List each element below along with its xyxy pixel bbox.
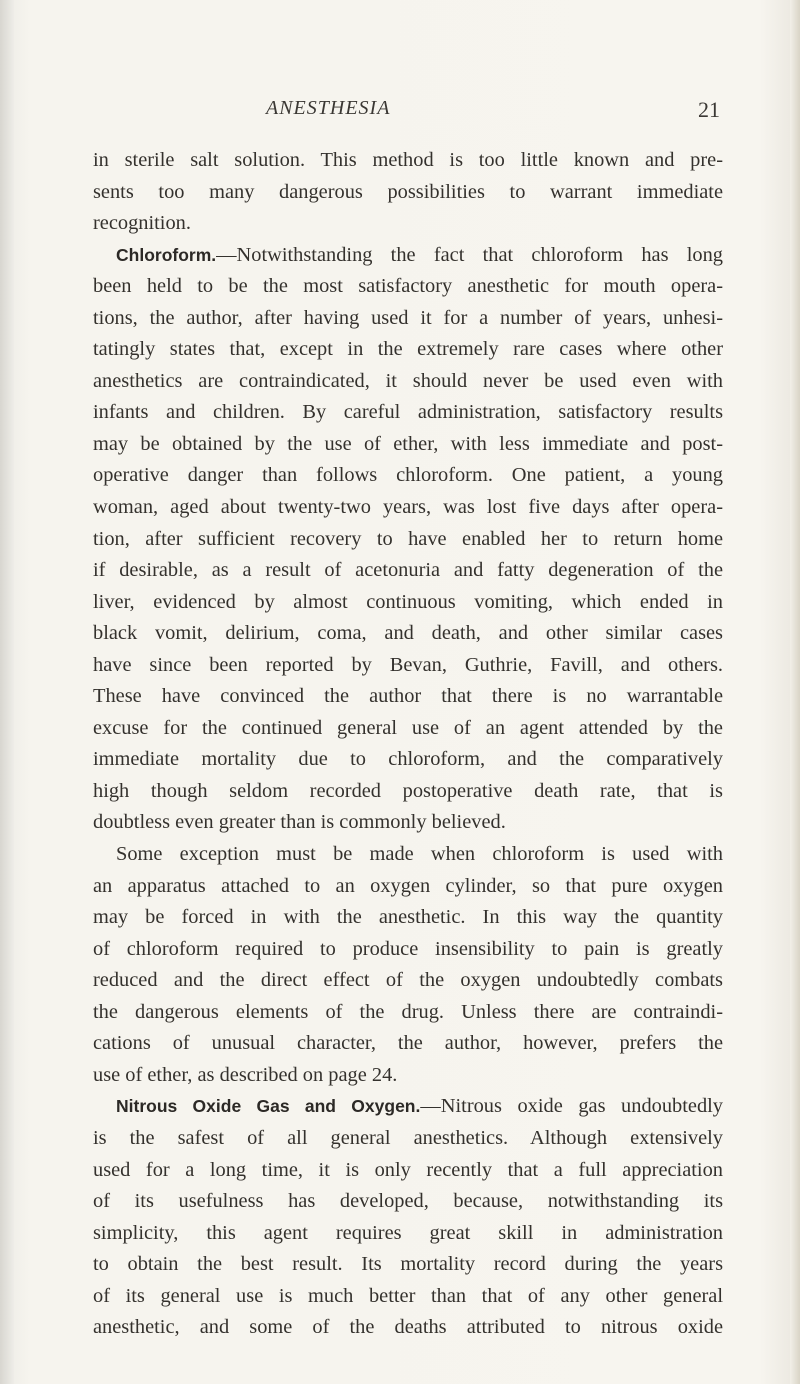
text-line: of its usefulness has developed, because, notwithstanding its (93, 1190, 723, 1213)
text-line: to obtain the best result. Its mortality record during the years (93, 1253, 723, 1276)
text-line: in sterile salt solution. This method is too little known and pre- (93, 149, 723, 171)
text-line: black vomit, delirium, coma, and death, and other similar cases (93, 622, 723, 645)
text-line: woman, aged about twenty-two years, was lost five days after opera- (93, 496, 723, 519)
text-line: immediate mortality due to chloroform, and the comparatively (93, 748, 723, 771)
text-line: an apparatus attached to an oxygen cylinder, so that pure oxygen (93, 874, 723, 897)
text-line: liver, evidenced by almost continuous vomiting, which ended in (93, 590, 723, 613)
section-heading: Chloroform. (116, 244, 217, 265)
text-line: cations of unusual character, the author, however, prefers the (93, 1032, 723, 1055)
text-line: used for a long time, it is only recently that a full appreciation (93, 1158, 723, 1181)
text-line: anesthetics are contraindicated, it should never be used even with (93, 369, 723, 392)
text-line: These have convinced the author that there is no warrantable (93, 685, 723, 708)
section-heading: Nitrous Oxide Gas and Oxygen. (116, 1096, 421, 1117)
section-heading-line: Chloroform.—Notwithstanding the fact that chloroform has long (116, 243, 723, 266)
text-line: recognition. (93, 212, 191, 235)
text-line: have since been reported by Bevan, Guthrie, Favill, and others. (93, 653, 723, 676)
text-line: simplicity, this agent requires great skill in administration (93, 1221, 723, 1244)
text-line: tatingly states that, except in the extremely rare cases where other (93, 338, 723, 361)
page-left-edge (0, 0, 14, 1384)
text-line: anesthetic, and some of the deaths attributed to nitrous oxide (93, 1316, 723, 1339)
text-line: may be forced in with the anesthetic. In this way the quantity (93, 906, 723, 929)
page-number: 21 (698, 97, 720, 122)
text-line: infants and children. By careful administration, satisfactory results (93, 401, 723, 424)
page-header (266, 97, 720, 133)
text-line: tion, after sufficient recovery to have enabled her to return home (93, 527, 723, 550)
text-line: Some exception must be made when chloroform is used with (116, 843, 723, 866)
text-line: the dangerous elements of the drug. Unless there are contraindi- (93, 1000, 723, 1023)
text-line: doubtless even greater than is commonly believed. (93, 811, 506, 834)
text-line: excuse for the continued general use of an agent attended by the (93, 716, 723, 739)
running-title: ANESTHESIA (266, 97, 391, 119)
body-text (93, 145, 723, 1344)
text-line: use of ether, as described on page 24. (93, 1063, 398, 1086)
text-line: of chloroform required to produce insensibility to pain is greatly (93, 937, 723, 960)
text-line: may be obtained by the use of ether, with less immediate and post- (93, 432, 723, 455)
text-line: of its general use is much better than that of any other general (93, 1284, 723, 1307)
text-line: is the safest of all general anesthetics. Although extensively (93, 1126, 723, 1149)
text-line: if desirable, as a result of acetonuria and fatty degeneration of the (93, 559, 723, 582)
page-right-edge (790, 0, 800, 1384)
text-line: been held to be the most satisfactory anesthetic for mouth opera- (93, 275, 723, 298)
section-heading-line: Nitrous Oxide Gas and Oxygen.—Nitrous oxide gas undoubtedly (116, 1095, 724, 1118)
text-line: tions, the author, after having used it for a number of years, unhesi- (93, 306, 723, 329)
text-line: operative danger than follows chloroform. One patient, a young (93, 464, 723, 487)
text-line: reduced and the direct effect of the oxygen undoubtedly combats (93, 969, 723, 992)
text-line: sents too many dangerous possibilities to warrant immediate (93, 180, 723, 203)
text-line: high though seldom recorded postoperative death rate, that is (93, 779, 723, 802)
